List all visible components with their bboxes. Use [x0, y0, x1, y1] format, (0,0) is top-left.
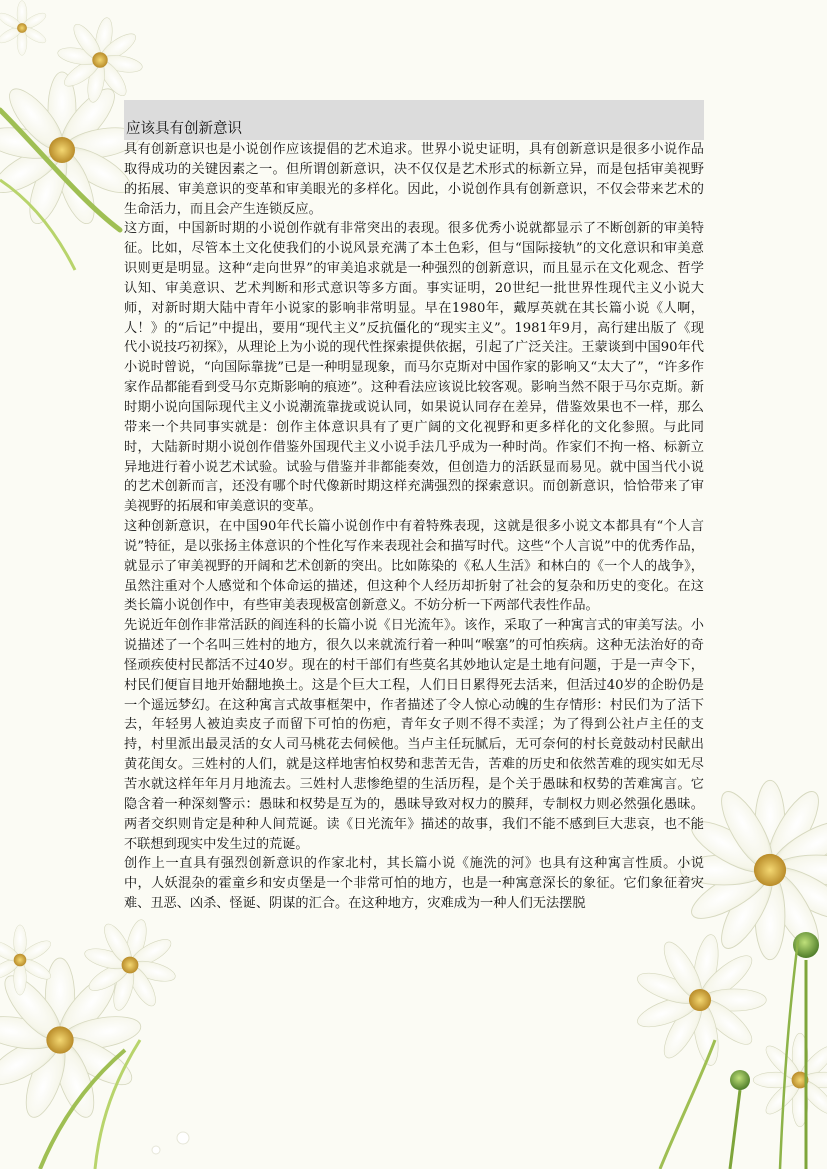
bubble-1	[177, 1132, 189, 1144]
bubble-2	[152, 1146, 160, 1154]
paragraph-3: 这种创新意识，在中国90年代长篇小说创作中有着特殊表现，这就是很多小说文本都具有“个人言说”特征，是以张扬主体意识的个性化写作来表现社会和描写时代。这些“个人言说”中的优秀作品，就显示了审美视野的开阔和艺术创新的突出。比如陈染的《私人生活》和林白的《一个人的战争》，虽然注重对个人感觉和个体命运的描述，但这种个人经历却折射了社会的复杂和历史的变化。在这类长篇小说创作中，有些审美表现极富创新意义。不妨分析一下两部代表性作品。	[124, 519, 704, 614]
document-page	[124, 100, 704, 914]
flower-right-small	[753, 1033, 827, 1127]
document-title: 应该具有创新意识	[126, 121, 242, 137]
title-bar	[124, 100, 704, 140]
paragraph-4: 先说近年创作非常活跃的阎连科的长篇小说《日光流年》。该作，采取了一种寓言式的审美写法。小说描述了一个名叫三姓村的地方，很久以来就流行着一种叫“喉塞”的可怕疾病。这种无法治好的奇怪顽疾使村民都活不过40岁。现在的村干部们有些莫名其妙地认定是土地有问题，于是一声令下，村民们便盲目地开始翻地换土。这是个巨大工程，人们日日累得死去活来，但活过40岁的企盼仍是一个遥远梦幻。在这种寓言式故事框架中，作者描述了令人惊心动魄的生存情形：村民们为了活下去，年轻男人被迫卖皮子而留下可怕的伤疤，青年女子则不得不卖淫；为了得到公社卢主任的支持，村里派出最灵活的女人司马桃花去伺候他。当卢主任玩腻后，无可奈何的村长竟鼓动村民献出黄花闺女。三姓村的人们，就是这样地害怕权势和悲苦无告，苦难的历史和依然苦难的现实如无尽苦水就这样年年月月地流去。三姓村人悲惨绝望的生活历程，是个关于愚昧和权势的苦难寓言。它隐含着一种深刻警示：愚昧和权势是互为的，愚昧导致对权力的膜拜，专制权力则必然强化愚昧。两者交织则肯定是种种人间荒诞。读《日光流年》描述的故事，我们不能不感到巨大悲哀，也不能不联想到现实中发生过的荒诞。	[124, 618, 704, 852]
paragraph-2: 这方面，中国新时期的小说创作就有非常突出的表现。很多优秀小说就都显示了不断创新的审美特征。比如，尽管本土文化使我们的小说风景充满了本土色彩，但与“国际接轨”的文化意识和审美意识则更是明显。这种“走向世界”的审美追求就是一种强烈的创新意识，而且显示在文化观念、哲学认知、审美意识、艺术判断和形式意识等多方面。事实证明，20世纪一批世界性现代主义小说大师，对新时期大陆中青年小说家的影响非常明显。早在1980年，戴厚英就在其长篇小说《人啊，人！》的“后记”中提出，要用“现代主义”反抗僵化的“现实主义”。1981年9月，高行建出版了《现代小说技巧初探》，从理论上为小说的现代性探索提供依据，引起了广泛关注。王蒙谈到中国90年代小说时曾说，“向国际靠拢”已是一种明显现象，而马尔克斯对中国作家的影响又“太大了”，“许多作家作品都能看到受马尔克斯影响的痕迹”。这种看法应该说比较客观。影响当然不限于马尔克斯。新时期小说向国际现代主义小说潮流靠拢或说认同，如果说认同存在差异，借鉴效果也不一样，那么带来一个共同事实就是：创作主体意识具有了更广阔的文化视野和更多样化的文化参照。与此同时，大陆新时期小说创作借鉴外国现代主义小说手法几乎成为一种时尚。作家们不拘一格、标新立异地进行着小说艺术试验。试验与借鉴并非都能奏效，但创造力的活跃显而易见。就中国当代小说的艺术创新而言，还没有哪个时代像新时期这样充满强烈的探索意识。而创新意识，恰恰带来了审美视野的拓展和审美意识的变革。	[124, 221, 704, 515]
green-bud-2	[730, 1070, 750, 1169]
flower-right-medium	[634, 933, 766, 1067]
flower-top-left-mini	[0, 1, 48, 56]
paragraph-5: 创作上一直具有强烈创新意识的作家北村，其长篇小说《施洗的河》也具有这种寓言性质。小说中，人妖混杂的霍童乡和安贞堡是一个非常可怕的地方，也是一种寓意深长的象征。它们象征着灾难、丑恶、凶杀、怪诞、阴谋的汇合。在这种地方，灾难成为一种人们无法摆脱	[124, 856, 704, 912]
paragraph-1: 具有创新意识也是小说创作应该提倡的艺术追求。世界小说史证明，具有创新意识是很多小说作品取得成功的关键因素之一。但所谓创新意识，决不仅仅是艺术形式的标新立异，而是包括审美视野的拓展、审美意识的变革和审美眼光的多样化。因此，小说创作具有创新意识，不仅会带来艺术的生命活力，而且会产生连锁反应。	[124, 142, 704, 217]
